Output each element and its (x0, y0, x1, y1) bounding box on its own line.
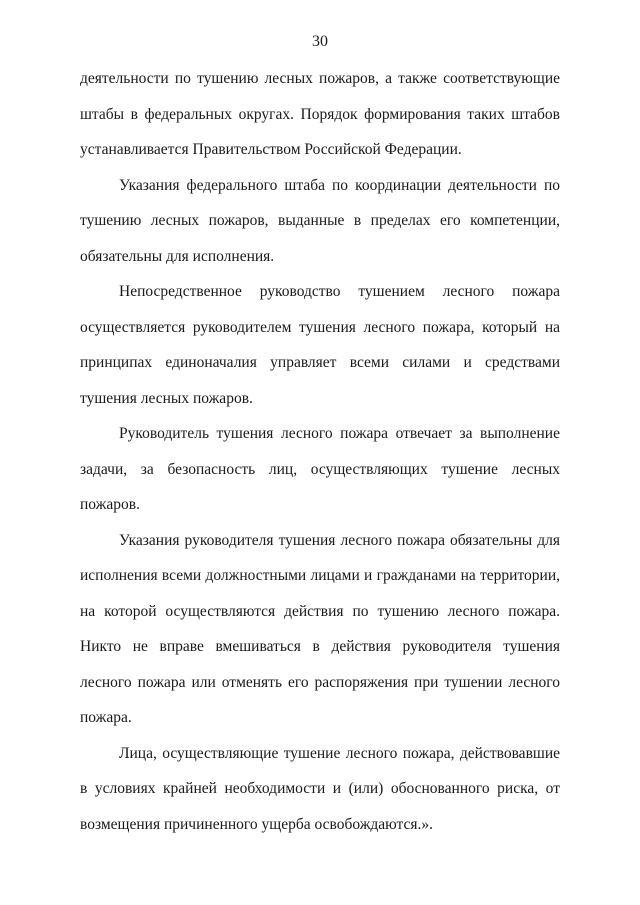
paragraph-liability-exemption: Лица, осуществляющие тушение лесного пожара, действовавшие в условиях крайней необходимости и (или) обоснованного риска, от возмещения причиненного ущерба освобождаются.». (80, 744, 560, 833)
document-body (80, 61, 560, 842)
paragraph-head-responsibility: Руководитель тушения лесного пожара отвечает за выполнение задачи, за безопасность лиц, осуществляющих тушение лесных пожаров. (80, 425, 560, 513)
page-number: 30 (312, 33, 328, 50)
paragraph-direct-management: Непосредственное руководство тушением лесного пожара осуществляется руководителем тушения лесного пожара, который на принципах единоначалия управляет всеми силами и средствами тушения лесных пожаров. (80, 283, 560, 407)
paragraph-federal-headquarters-orders: Указания федерального штаба по координации деятельности по тушению лесных пожаров, выданные в пределах его компетенции, обязательны для исполнения. (80, 176, 560, 265)
paragraph-head-orders-binding: Указания руководителя тушения лесного пожара обязательны для исполнения всеми должностными лицами и гражданами на территории, на которой осуществляются действия по тушению лесного пожара. Никто не вправе вмешиваться в действия руководителя тушения лесного пожара или отменять его распоряжения при тушении лесного пожара. (80, 531, 560, 726)
paragraph-continuation: деятельности по тушению лесных пожаров, а также соответствующие штабы в федеральных округах. Порядок формирования таких штабов устанавливается Правительством Российской Федерации. (80, 70, 560, 158)
